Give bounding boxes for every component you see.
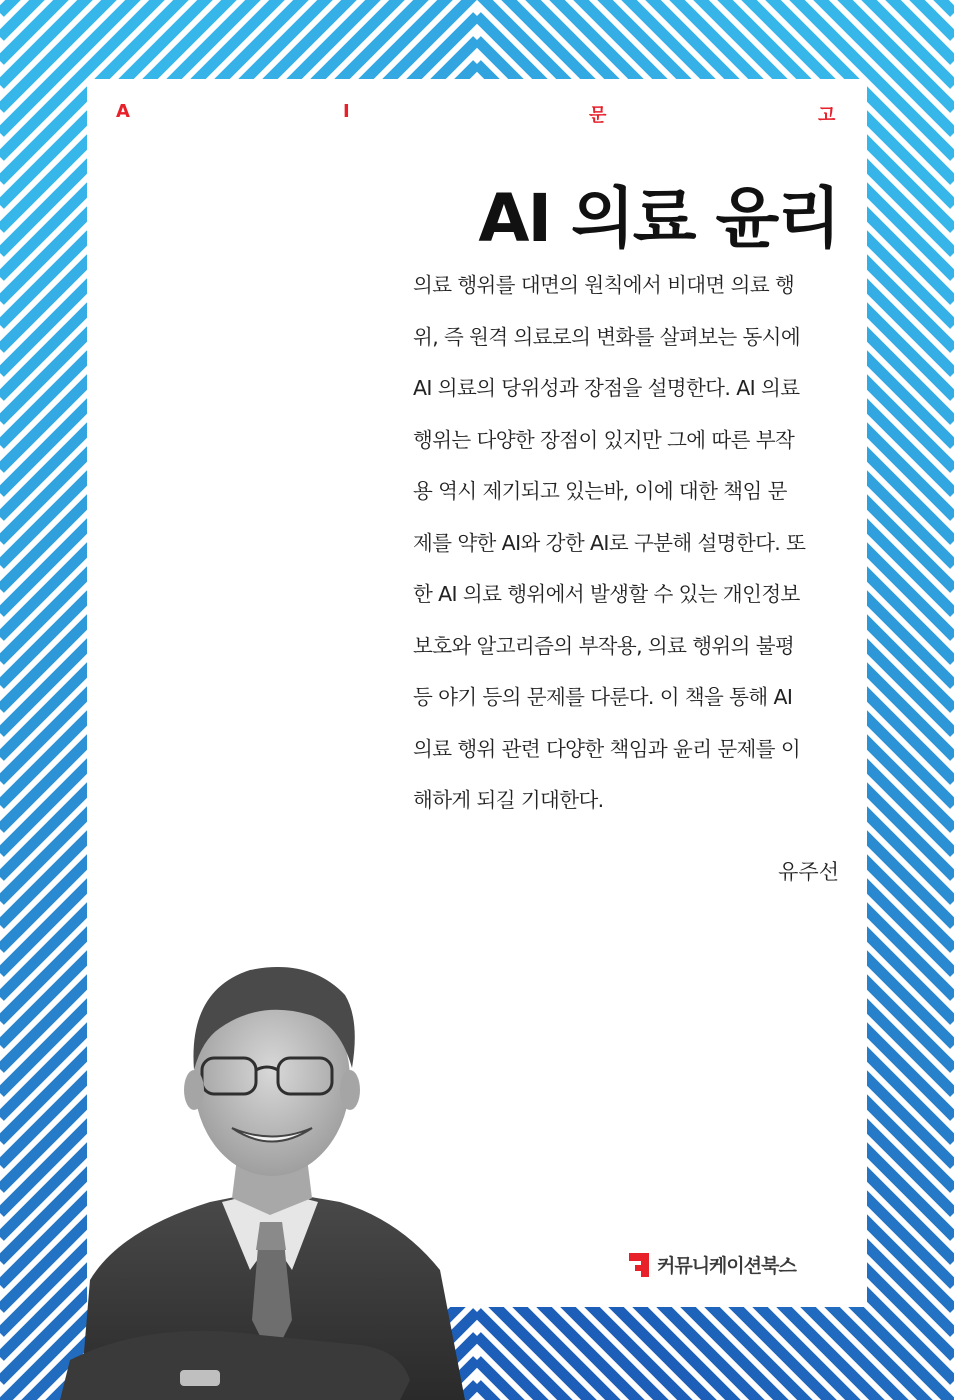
publisher-logo — [627, 1247, 867, 1283]
series-letter-a: A — [116, 101, 130, 122]
description-line: 의료 행위 관련 다양한 책임과 윤리 문제를 이 — [413, 736, 801, 761]
description-line: AI 의료의 당위성과 장점을 설명한다. AI 의료 — [413, 376, 800, 400]
description-line: 해하게 되길 기대한다. — [413, 788, 604, 812]
description-line: 한 AI 의료 행위에서 발생할 수 있는 개인정보 — [413, 582, 800, 606]
publisher-logo-mark-icon — [627, 1250, 653, 1280]
description-line: 등 야기 등의 문제를 다룬다. 이 책을 통해 AI — [413, 685, 793, 709]
author-photo — [60, 940, 480, 1400]
series-label — [87, 101, 867, 125]
series-letter-mun: 문 — [589, 105, 607, 126]
book-title: AI 의료 윤리 — [478, 180, 839, 257]
description-line: 위, 즉 원격 의료로의 변화를 살펴보는 동시에 — [413, 324, 801, 349]
series-letter-i: I — [343, 101, 350, 122]
description-line: 의료 행위를 대면의 원칙에서 비대면 의료 행 — [413, 273, 795, 297]
description-line: 용 역시 제기되고 있는바, 이에 대한 책임 문 — [413, 479, 787, 503]
series-letter-go: 고 — [818, 105, 836, 126]
publisher-name: 커뮤니케이션북스 — [657, 1255, 796, 1277]
description-line: 제를 약한 AI와 강한 AI로 구분해 설명한다. 또 — [413, 530, 806, 555]
description-line: 행위는 다양한 장점이 있지만 그에 따른 부작 — [413, 427, 795, 452]
description-line: 보호와 알고리즘의 부작용, 의료 행위의 불평 — [413, 633, 795, 658]
author-name: 유주선 — [778, 860, 839, 884]
book-description — [413, 260, 841, 827]
